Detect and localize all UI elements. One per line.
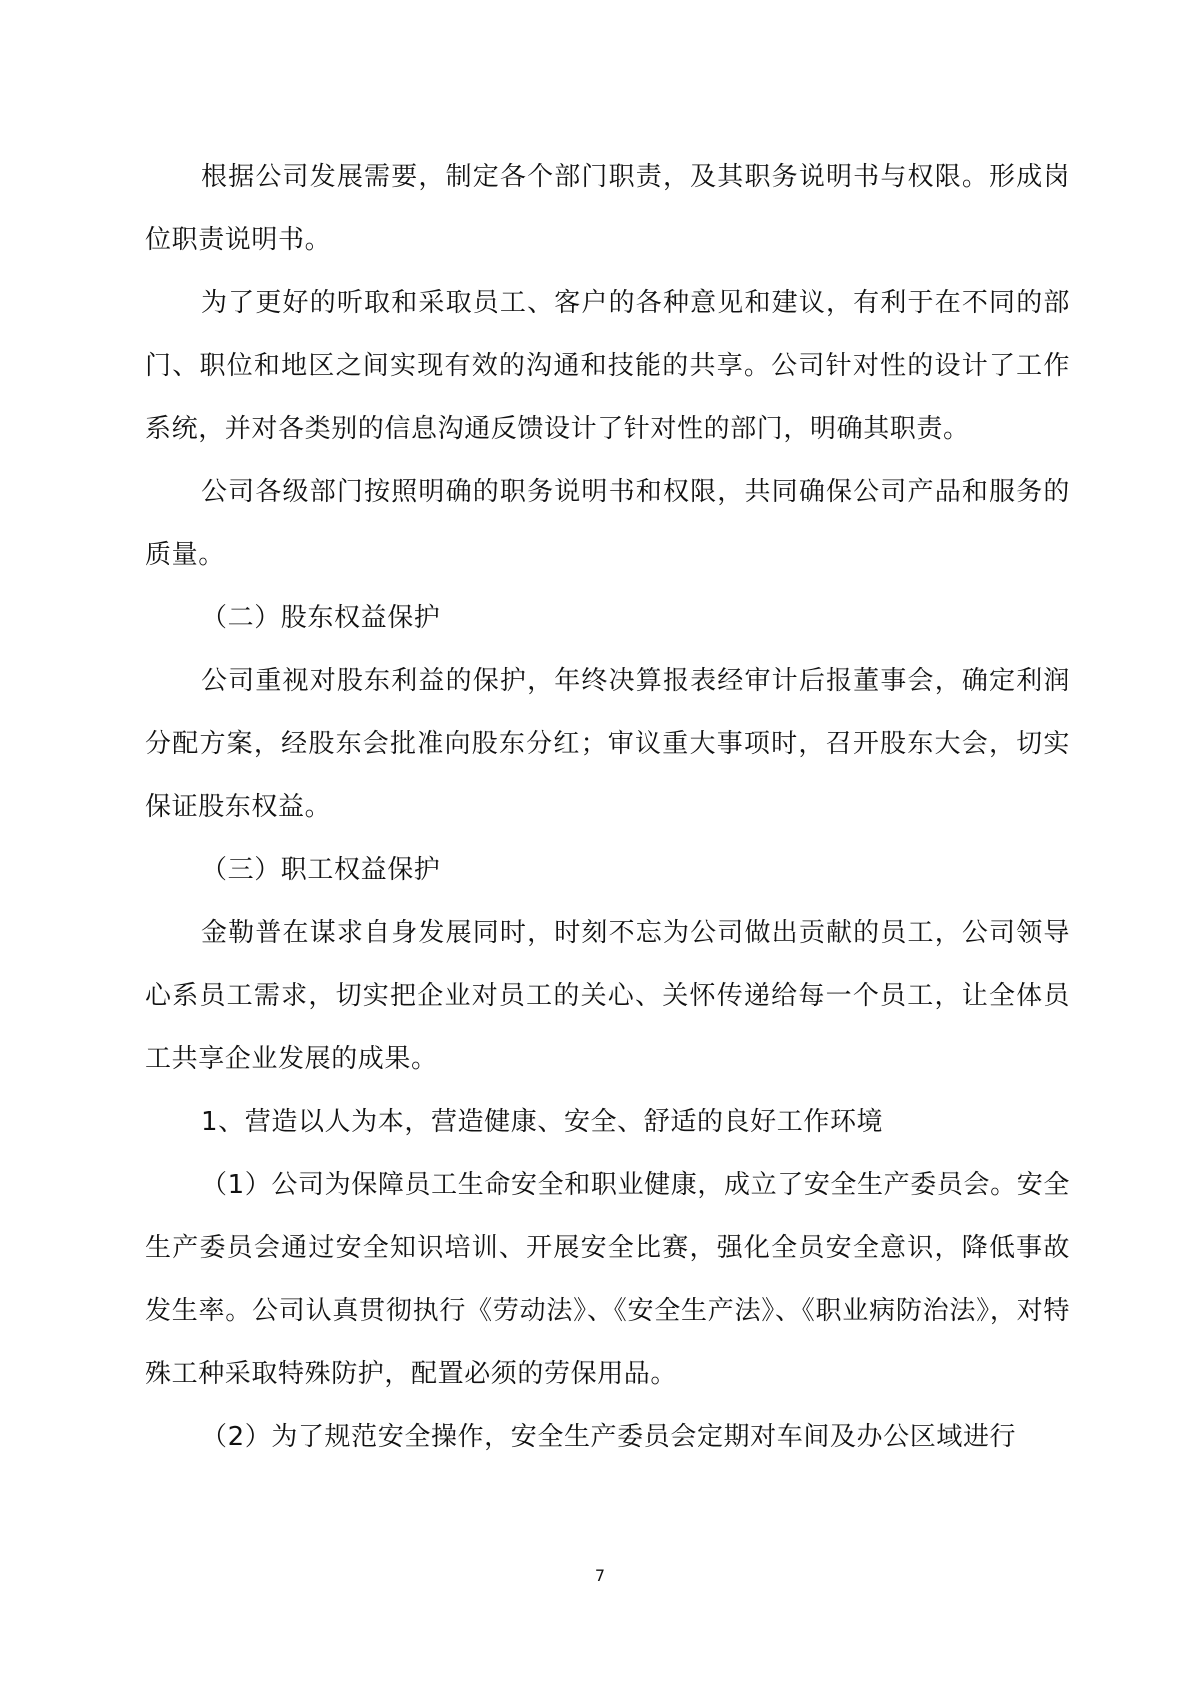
paragraph-communication-system: 为了更好的听取和采取员工、客户的各种意见和建议，有利于在不同的部门、职位和地区之间实现有效的沟通和技能的共享。公司针对性的设计了工作系统，并对各类别的信息沟通反馈设计了针对性的部门，明确其职责。	[145, 288, 1070, 444]
subsection-heading-work-environment: 1、营造以人为本，营造健康、安全、舒适的良好工作环境	[201, 1107, 884, 1137]
paragraph-employee-care: 金勒普在谋求自身发展同时，时刻不忘为公司做出贡献的员工，公司领导心系员工需求，切实把企业对员工的关心、关怀传递给每一个员工，让全体员工共享企业发展的成果。	[145, 918, 1070, 1074]
document-body	[145, 146, 1070, 1469]
section-heading-shareholder-rights: （二）股东权益保护	[201, 603, 441, 633]
paragraph-department-duties: 根据公司发展需要，制定各个部门职责，及其职务说明书与权限。形成岗位职责说明书。	[145, 162, 1070, 255]
paragraph-safety-inspection: （2）为了规范安全操作，安全生产委员会定期对车间及办公区域进行	[201, 1422, 1017, 1452]
paragraph-safety-committee: （1）公司为保障员工生命安全和职业健康，成立了安全生产委员会。安全生产委员会通过安全知识培训、开展安全比赛，强化全员安全意识，降低事故发生率。公司认真贯彻执行《劳动法》、《安全生产法》、《职业病防治法》，对特殊工种采取特殊防护，配置必须的劳保用品。	[145, 1170, 1070, 1389]
page-number: 7	[594, 1566, 606, 1585]
paragraph-shareholder-protection: 公司重视对股东利益的保护，年终决算报表经审计后报董事会，确定利润分配方案，经股东会批准向股东分红；审议重大事项时，召开股东大会，切实保证股东权益。	[145, 666, 1070, 822]
paragraph-quality-assurance: 公司各级部门按照明确的职务说明书和权限，共同确保公司产品和服务的质量。	[145, 477, 1070, 570]
section-heading-employee-rights: （三）职工权益保护	[201, 855, 441, 885]
